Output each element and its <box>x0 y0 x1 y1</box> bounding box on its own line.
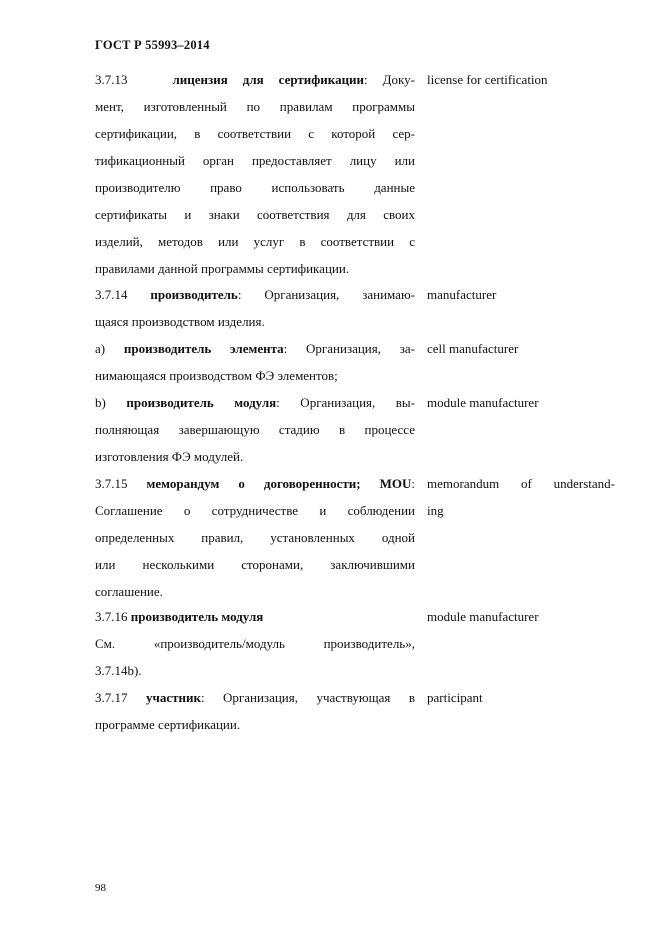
term: меморандум о договоренности; MOU <box>146 476 412 491</box>
definition-line: изделий, методов или услуг в соответствии с <box>95 234 415 249</box>
english-term: module manufacturer <box>427 395 539 410</box>
definition-line: щаяся производством изделия. <box>95 314 265 329</box>
definition-start: : Организация, вы- <box>276 395 415 410</box>
definition-start: : Организация, участвующая в <box>200 690 415 705</box>
english-term-continuation: ing <box>427 503 444 518</box>
entry-number: 3.7.13 <box>95 72 128 87</box>
entry-number: 3.7.15 <box>95 476 128 491</box>
english-term: memorandum of understand- <box>427 476 615 491</box>
definition-line: нимающаяся производством ФЭ элементов; <box>95 368 338 383</box>
entry-number: b) <box>95 395 106 410</box>
definition-line: сертификаты и знаки соответствия для своих <box>95 207 415 222</box>
definition-line: тификационный орган предоставляет лицу или <box>95 153 415 168</box>
definition-line: полняющая завершающую стадию в процессе <box>95 422 415 437</box>
entry-number: 3.7.17 <box>95 690 128 705</box>
definition-line: сертификации, в соответствии с которой сер- <box>95 126 415 141</box>
definition-start: : Организация, за- <box>283 341 415 356</box>
english-term: module manufacturer <box>427 609 539 624</box>
definition-line: мент, изготовленный по правилам программы <box>95 99 415 114</box>
definition-line: 3.7.14b). <box>95 663 142 678</box>
term: производитель <box>150 287 238 302</box>
term: участник <box>145 690 201 705</box>
english-term: license for certification <box>427 72 548 87</box>
definition-start: : Организация, занимаю- <box>237 287 415 302</box>
definition-line: соглашение. <box>95 584 163 599</box>
definition-line: производителю право использовать данные <box>95 180 415 195</box>
entry-number: a) <box>95 341 106 356</box>
term: производитель модуля <box>130 609 264 624</box>
entry-3-7-14b-first-line <box>95 389 415 416</box>
definition-line: или несколькими сторонами, заключившими <box>95 557 415 572</box>
english-term: cell manufacturer <box>427 341 519 356</box>
term: лицензия для сертификации <box>172 72 365 87</box>
entry-3-7-16-first-line <box>95 603 415 630</box>
entry-3-7-14-first-line <box>95 281 415 308</box>
definition-line: программе сертификации. <box>95 717 241 732</box>
definition-line: Соглашение о сотрудничестве и соблюдении <box>95 503 415 518</box>
entry-number: 3.7.16 <box>95 609 128 624</box>
entry-number: 3.7.14 <box>95 287 128 302</box>
entry-3-7-15-first-line <box>95 470 415 497</box>
entry-3-7-13-first-line <box>95 66 415 93</box>
entry-3-7-17-first-line <box>95 684 415 711</box>
term: производитель элемента <box>123 341 284 356</box>
definition-start: : <box>411 476 416 491</box>
document-header: ГОСТ Р 55993–2014 <box>95 38 210 52</box>
page-number: 98 <box>95 882 106 894</box>
entry-3-7-14a-first-line <box>95 335 415 362</box>
definition-start: : Доку- <box>364 72 415 87</box>
english-term: manufacturer <box>427 287 497 302</box>
definition-line: См. «производитель/модуль производитель», <box>95 636 415 651</box>
english-term: participant <box>427 690 483 705</box>
definition-line: определенных правил, установленных одной <box>95 530 415 545</box>
definition-line: правилами данной программы сертификации. <box>95 261 350 276</box>
term: производитель модуля <box>126 395 277 410</box>
definition-line: изготовления ФЭ модулей. <box>95 449 244 464</box>
